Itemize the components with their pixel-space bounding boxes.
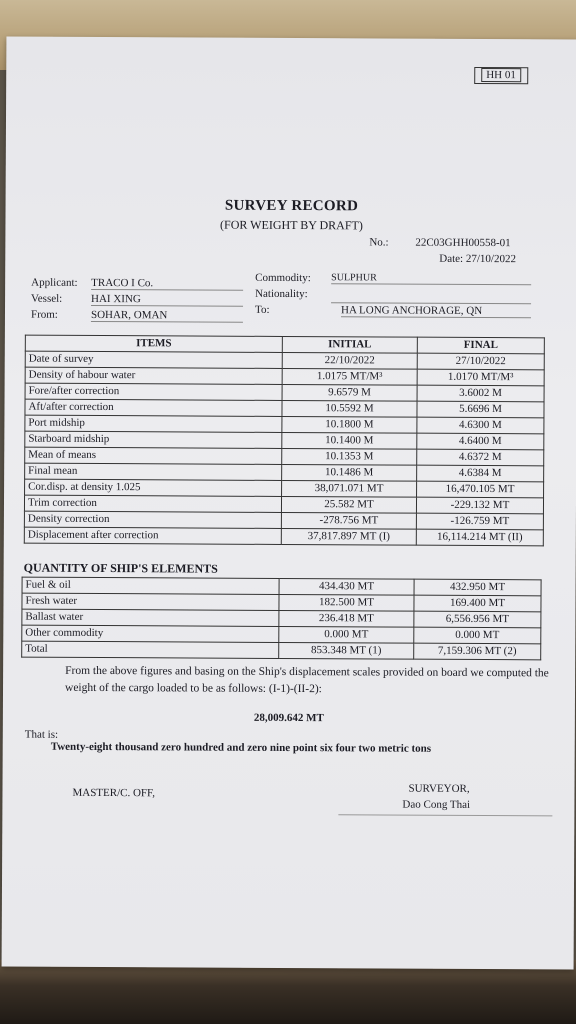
row-label: Mean of means xyxy=(25,447,282,464)
row-label: Fore/after correction xyxy=(25,383,282,400)
row-label: Trim correction xyxy=(24,495,281,512)
row-label: Cor.disp. at density 1.025 xyxy=(25,479,282,496)
row-initial: 434.430 MT xyxy=(279,578,414,595)
to-value: HA LONG ANCHORAGE, QN xyxy=(341,304,531,318)
row-label: Final mean xyxy=(25,463,282,480)
surveyor-name: Dao Cong Thai xyxy=(402,798,471,811)
row-final: 1.0170 MT/M³ xyxy=(417,369,544,386)
master-signature-label: MASTER/C. OFF, xyxy=(72,786,156,800)
table-row xyxy=(22,641,541,660)
commodity-value: SULPHUR xyxy=(331,272,531,285)
desk-background-bottom xyxy=(0,960,576,1024)
table-row xyxy=(22,625,541,644)
row-final: -229.132 MT xyxy=(416,497,543,514)
that-is-label: That is: xyxy=(24,728,59,741)
survey-document xyxy=(2,37,576,970)
signature-line xyxy=(338,814,552,816)
document-subtitle: (FOR WEIGHT BY DRAFT) xyxy=(220,217,363,233)
table-row xyxy=(25,399,544,418)
row-label: Port midship xyxy=(25,415,282,432)
row-label: Other commodity xyxy=(22,625,279,642)
cargo-weight-result: 28,009.642 MT xyxy=(253,711,324,725)
quantity-section-title: QUANTITY OF SHIP'S ELEMENTS xyxy=(23,560,218,576)
row-initial: -278.756 MT xyxy=(281,512,416,529)
table-row xyxy=(24,511,543,530)
row-final: -126.759 MT xyxy=(416,513,543,530)
row-label: Density of habour water xyxy=(25,367,282,384)
document-date: Date: 27/10/2022 xyxy=(439,252,516,266)
row-label: Aft/after correction xyxy=(25,399,282,416)
applicant-value: TRACO I Co. xyxy=(91,277,243,291)
no-label: No.: xyxy=(369,236,389,249)
form-code: HH 01 xyxy=(481,68,521,82)
row-initial: 182.500 MT xyxy=(279,594,414,611)
row-final: 16,470.105 MT xyxy=(417,481,544,498)
header-initial: INITIAL xyxy=(282,336,417,353)
to-label: To: xyxy=(254,303,270,316)
row-label: Ballast water xyxy=(22,609,279,626)
row-label: Density correction xyxy=(24,511,281,528)
ship-elements-table xyxy=(21,577,541,661)
row-initial: 10.1486 M xyxy=(282,464,417,481)
row-initial: 10.1353 M xyxy=(282,448,417,465)
row-final: 4.6384 M xyxy=(417,465,544,482)
row-label: Starboard midship xyxy=(25,431,282,448)
header-items: ITEMS xyxy=(25,335,282,352)
applicant-label: Applicant: xyxy=(31,276,78,289)
row-initial: 10.5592 M xyxy=(282,400,417,417)
row-final: 27/10/2022 xyxy=(417,353,544,370)
row-final: 4.6300 M xyxy=(417,417,544,434)
row-final: 4.6400 M xyxy=(417,433,544,450)
row-label: Fresh water xyxy=(22,593,279,610)
table-row xyxy=(25,383,544,402)
row-initial: 1.0175 MT/M³ xyxy=(282,368,417,385)
nationality-value xyxy=(331,288,531,304)
document-title: SURVEY RECORD xyxy=(224,197,359,215)
draft-survey-table xyxy=(24,335,545,547)
row-final: 0.000 MT xyxy=(414,627,541,644)
row-initial: 38,071.071 MT xyxy=(282,480,417,497)
table-row xyxy=(25,431,544,450)
row-initial: 22/10/2022 xyxy=(282,352,417,369)
result-in-words: Twenty-eight thousand zero hundred and zero nine point six four two metric tons xyxy=(50,740,432,755)
from-label: From: xyxy=(30,308,58,321)
row-label: Fuel & oil xyxy=(22,577,279,594)
row-label: Date of survey xyxy=(25,351,282,368)
row-initial: 0.000 MT xyxy=(279,626,414,643)
row-final: 4.6372 M xyxy=(417,449,544,466)
form-code-box xyxy=(474,67,528,84)
no-value: 22C03GHH00558-01 xyxy=(415,236,511,250)
row-final: 6,556.956 MT xyxy=(414,611,541,628)
row-initial: 236.418 MT xyxy=(279,610,414,627)
row-label: Displacement after correction xyxy=(24,527,281,544)
from-value: SOHAR, OMAN xyxy=(91,309,243,323)
row-final: 3.6002 M xyxy=(417,385,544,402)
nationality-label: Nationality: xyxy=(255,287,308,301)
vessel-label: Vessel: xyxy=(31,292,63,305)
conclusion-text: From the above figures and basing on the Ship's displacement scales provided on board we computed the weight of the cargo loaded to be as follows: (I-1)-(II-2): xyxy=(64,664,549,696)
row-final: 7,159.306 MT (2) xyxy=(414,643,541,660)
row-final: 169.400 MT xyxy=(414,595,541,612)
row-final: 5.6696 M xyxy=(417,401,544,418)
row-initial: 10.1400 M xyxy=(282,432,417,449)
row-initial: 853.348 MT (1) xyxy=(279,642,414,659)
table-row xyxy=(25,479,544,498)
table-row xyxy=(25,367,544,386)
row-final: 16,114.214 MT (II) xyxy=(416,529,543,546)
row-initial: 37,817.897 MT (I) xyxy=(281,528,416,545)
table-row xyxy=(24,527,543,546)
row-label: Total xyxy=(22,641,279,658)
surveyor-title: SURVEYOR, xyxy=(408,782,470,795)
row-initial: 9.6579 M xyxy=(282,384,417,401)
row-initial: 25.582 MT xyxy=(281,496,416,513)
header-final: FINAL xyxy=(417,337,544,354)
commodity-label: Commodity: xyxy=(255,271,311,285)
vessel-value: HAI XING xyxy=(91,293,243,307)
row-initial: 10.1800 M xyxy=(282,416,417,433)
row-final: 432.950 MT xyxy=(414,579,541,596)
